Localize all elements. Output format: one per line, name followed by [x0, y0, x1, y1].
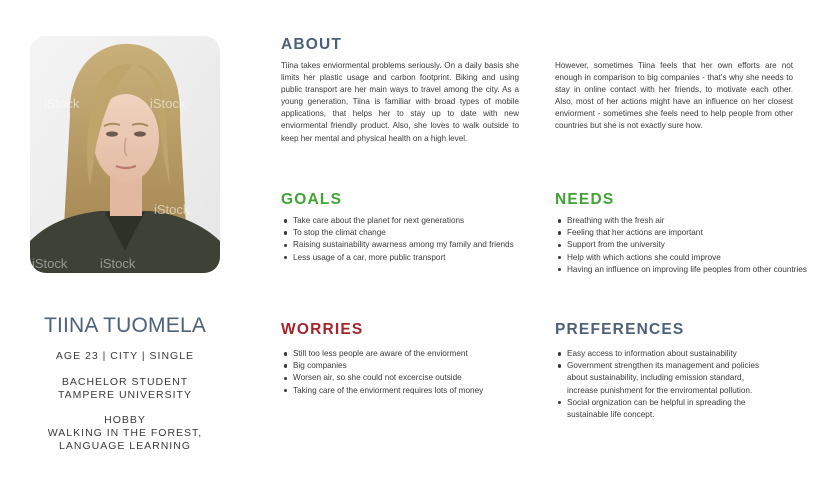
list-item: Support from the university [567, 239, 807, 251]
list-item: To stop the climat change [293, 227, 525, 239]
preferences-list [555, 348, 772, 421]
list-item: Worsen air, so she could not excercise outside [293, 372, 533, 384]
list-item: Taking care of the enviorment requires lots of money [293, 385, 533, 397]
list-item: Easy access to information about sustainability [567, 348, 772, 360]
goals-list [281, 215, 525, 264]
list-item: Less usage of a car, more public transport [293, 252, 525, 264]
needs-heading: NEEDS [555, 191, 615, 208]
svg-text:iStock: iStock [32, 256, 68, 271]
preferences-heading: PREFERENCES [555, 321, 685, 338]
needs-list [555, 215, 807, 276]
profile-photo [30, 36, 220, 273]
about-text-left: Tiina takes enviormental problems seriously. On a daily basis she limits her plastic usage and carbon footprint. Biking and using public transport are her main ways to travel among the city. As a young generation, Tiina is familiar with broad types of mobile applications, that helps her to stay up to date with new enviormental friendly product. Also, she loves to walk outside to keep her mental and physical health on a high level. [281, 61, 519, 143]
hobby [20, 414, 230, 453]
worries-list [281, 348, 533, 397]
svg-text:iStock: iStock [154, 202, 190, 217]
goals-heading: GOALS [281, 191, 343, 208]
list-item: Raising sustainability awarness among my family and friends [293, 239, 525, 251]
list-item: Big companies [293, 360, 533, 372]
svg-text:iStock: iStock [44, 96, 80, 111]
list-item: Take care about the planet for next generations [293, 215, 525, 227]
list-item: Help with which actions she could improve [567, 252, 807, 264]
worries-heading: WORRIES [281, 321, 364, 338]
education-line-2: TAMPERE UNIVERSITY [58, 389, 192, 401]
list-item: Breathing with the fresh air [567, 215, 807, 227]
list-item: Still too less people are aware of the enviorment [293, 348, 533, 360]
hobby-line-1: WALKING IN THE FOREST, [47, 427, 203, 439]
list-item: Feeling that her actions are important [567, 227, 807, 239]
about-heading: ABOUT [281, 36, 343, 53]
persona-name: TIINA TUOMELA [43, 314, 207, 337]
hobby-line-2: LANGUAGE LEARNING [59, 440, 191, 452]
list-item: Government strengthen its management and policies about sustainability, including emission standard，increase punishment for the enviromental pollution. [567, 360, 772, 397]
svg-text:iStock: iStock [100, 256, 136, 271]
age-line: AGE 23 | CITY | SINGLE [55, 350, 195, 362]
svg-text:iStock: iStock [150, 96, 186, 111]
about-text-right: However, sometimes Tiina feels that her own efforts are not enough in comparison to big companies - that's why she needs to stay in online contact with her friends, to motivate each other. Also, most of her actions might have an influence on her closest enviorment - sometimes she feels need to help people from other countries but she is not exactly sure how. [555, 61, 793, 131]
hobby-title: HOBBY [104, 414, 146, 426]
age-city-status [20, 350, 230, 363]
list-item: Having an influence on improving life peoples from other countries [567, 264, 807, 276]
education [20, 376, 230, 402]
education-line-1: BACHELOR STUDENT [61, 376, 189, 388]
list-item: Social orgnization can be helpful in spreading the sustainable life concept. [567, 397, 772, 421]
portrait-illustration [30, 36, 220, 273]
